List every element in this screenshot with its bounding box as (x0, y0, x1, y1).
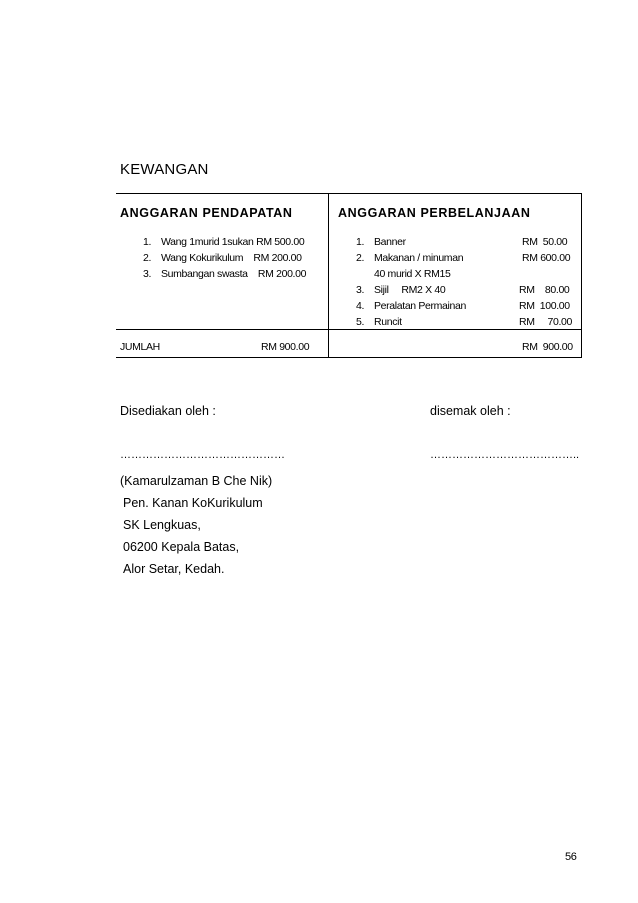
signatory-address-line-1: 06200 Kepala Batas, (123, 540, 240, 554)
income-total: RM 900.00 (261, 341, 310, 353)
expense-item-text: Banner (374, 236, 406, 248)
table-top-border (116, 193, 582, 194)
expense-item-text: Makanan / minuman (374, 252, 464, 264)
signatory-position: Pen. Kanan KoKurikulum (123, 496, 263, 510)
page-number: 56 (565, 851, 577, 863)
signatory-name: (Kamarulzaman B Che Nik) (120, 474, 273, 488)
expense-item-number: 1. (356, 236, 365, 248)
signatory-address-line-2: Alor Setar, Kedah. (123, 562, 225, 576)
expense-item-amount: RM 600.00 (522, 252, 571, 264)
table-column-divider (328, 193, 329, 358)
prepared-signature-line: ……………………………………… (120, 449, 285, 461)
income-column-title: ANGGARAN PENDAPATAN (120, 206, 293, 220)
income-item-number: 3. (143, 268, 152, 280)
prepared-by-label: Disediakan oleh : (120, 404, 216, 418)
checked-by-label: disemak oleh : (430, 404, 511, 418)
expense-item-amount: RM 70.00 (519, 316, 572, 328)
expense-item-number: 4. (356, 300, 365, 312)
table-right-border (581, 193, 582, 358)
income-item-number: 1. (143, 236, 152, 248)
expense-item-number: 2. (356, 252, 365, 264)
income-item-text: Wang 1murid 1sukan RM 500.00 (161, 236, 305, 248)
income-item-number: 2. (143, 252, 152, 264)
expense-item-text: Peralatan Permainan (374, 300, 466, 312)
expense-item-number: 3. (356, 284, 365, 296)
signatory-school: SK Lengkuas, (123, 518, 201, 532)
table-mid-border (116, 329, 582, 330)
expense-item-number: 5. (356, 316, 365, 328)
expense-item-text: Sijil RM2 X 40 (374, 284, 446, 296)
expense-item-amount: RM 50.00 (522, 236, 568, 248)
total-label: JUMLAH (120, 341, 160, 353)
table-bottom-border (116, 357, 582, 358)
expense-total: RM 900.00 (522, 341, 573, 353)
income-item-text: Wang Kokurikulum RM 200.00 (161, 252, 302, 264)
income-item-text: Sumbangan swasta RM 200.00 (161, 268, 307, 280)
expense-item-text: Runcit (374, 316, 402, 328)
expense-item-amount: RM 80.00 (519, 284, 570, 296)
expense-item-text: 40 murid X RM15 (374, 268, 451, 280)
checked-signature-line: ………………………………….. (430, 449, 580, 461)
section-heading: KEWANGAN (120, 161, 209, 178)
expense-item-amount: RM 100.00 (519, 300, 570, 312)
expense-column-title: ANGGARAN PERBELANJAAN (338, 206, 531, 220)
